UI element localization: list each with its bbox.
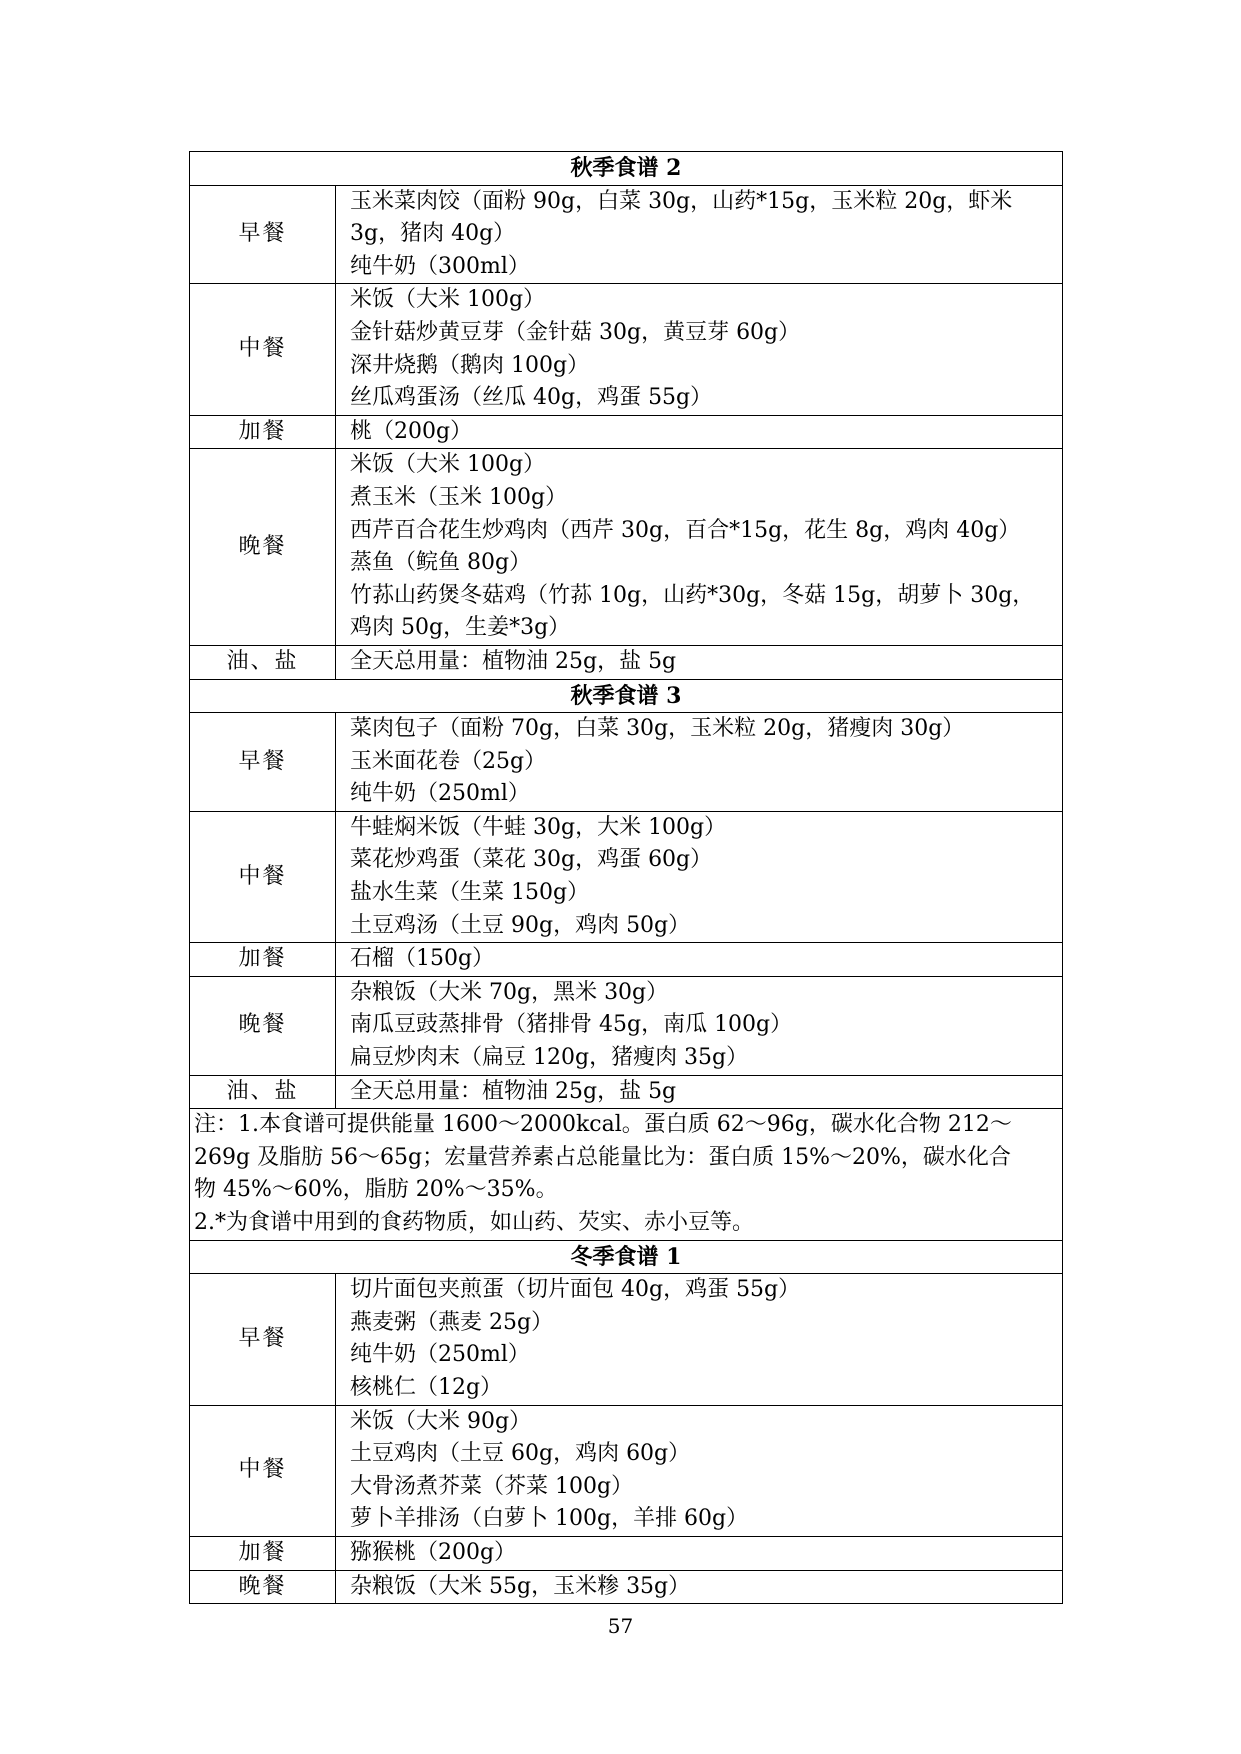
meal-row-oil-salt [190, 1075, 1063, 1109]
meal-label: 加餐 [190, 415, 336, 449]
meal-row-dinner [190, 1570, 1063, 1604]
item-line: 煮玉米（玉米 100g） [350, 484, 568, 510]
item-line: 石榴（150g） [350, 946, 495, 972]
item-line: 玉米面花卷（25g） [350, 748, 547, 774]
meal-label: 油、盐 [190, 1075, 336, 1109]
item-line: 西芹百合花生炒鸡肉（西芹 30g，百合*15g，花生 8g，鸡肉 40g） [350, 517, 1021, 543]
meal-row-oil-salt [190, 645, 1063, 679]
item-line: 桃（200g） [350, 418, 473, 444]
meal-label: 中餐 [190, 811, 336, 942]
meal-row-lunch [190, 811, 1063, 942]
note-line: 物 45%～60%，脂肪 20%～35%。 [194, 1177, 558, 1203]
meal-label: 中餐 [190, 1405, 336, 1536]
item-line: 全天总用量：植物油 25g，盐 5g [350, 1078, 677, 1104]
menu-table [189, 151, 1063, 1604]
item-line: 米饭（大米 100g） [350, 452, 546, 478]
meal-items [336, 1570, 1063, 1604]
meal-items [336, 1075, 1063, 1109]
meal-items [336, 185, 1063, 284]
item-line: 切片面包夹煎蛋（切片面包 40g，鸡蛋 55g） [350, 1277, 801, 1303]
meal-row-lunch [190, 1405, 1063, 1536]
page-number: 57 [607, 1614, 634, 1638]
item-line: 杂粮饭（大米 70g，黑米 30g） [350, 979, 669, 1005]
note-row [190, 1109, 1063, 1240]
note-line: 注：1.本食谱可提供能量 1600～2000kcal。蛋白质 62～96g，碳水化合物 212～ [194, 1112, 1012, 1138]
item-line: 核桃仁（12g） [350, 1374, 503, 1400]
item-line: 杂粮饭（大米 55g，玉米糁 35g） [350, 1573, 691, 1599]
item-line: 全天总用量：植物油 25g，盐 5g [350, 648, 677, 674]
meal-row-breakfast [190, 713, 1063, 812]
meal-items [336, 415, 1063, 449]
meal-row-breakfast [190, 185, 1063, 284]
meal-label: 晚餐 [190, 1570, 336, 1604]
item-line: 丝瓜鸡蛋汤（丝瓜 40g，鸡蛋 55g） [350, 385, 713, 411]
meal-items [336, 645, 1063, 679]
item-line: 燕麦粥（燕麦 25g） [350, 1309, 554, 1335]
item-line: 盐水生菜（生菜 150g） [350, 880, 590, 906]
item-line: 菜花炒鸡蛋（菜花 30g，鸡蛋 60g） [350, 847, 713, 873]
item-line: 蒸鱼（鲩鱼 80g） [350, 550, 532, 576]
note-line: 269g 及脂肪 56～65g；宏量营养素占总能量比为：蛋白质 15%～20%，碳水化合 [194, 1144, 1011, 1170]
section-header-row [190, 152, 1063, 186]
meal-items [336, 1536, 1063, 1570]
meal-items [336, 449, 1063, 646]
meal-row-snack [190, 943, 1063, 977]
meal-label: 加餐 [190, 1536, 336, 1570]
section-header-row [190, 679, 1063, 713]
item-line: 扁豆炒肉末（扁豆 120g，猪瘦肉 35g） [350, 1045, 749, 1071]
meal-row-dinner [190, 976, 1063, 1075]
meal-row-dinner [190, 449, 1063, 646]
meal-label: 中餐 [190, 284, 336, 415]
item-line: 鸡肉 50g，生姜*3g） [350, 615, 571, 641]
meal-label: 晚餐 [190, 449, 336, 646]
meal-row-snack [190, 415, 1063, 449]
item-line: 萝卜羊排汤（白萝卜 100g，羊排 60g） [350, 1506, 749, 1532]
item-line: 南瓜豆豉蒸排骨（猪排骨 45g，南瓜 100g） [350, 1012, 793, 1038]
item-line: 土豆鸡汤（土豆 90g，鸡肉 50g） [350, 912, 691, 938]
item-line: 纯牛奶（300ml） [350, 253, 530, 279]
meal-label: 早餐 [190, 185, 336, 284]
note-line: 2.*为食谱中用到的食药物质，如山药、芡实、赤小豆等。 [194, 1210, 754, 1235]
meal-items [336, 713, 1063, 812]
item-line: 土豆鸡肉（土豆 60g，鸡肉 60g） [350, 1441, 691, 1467]
meal-label: 早餐 [190, 1274, 336, 1405]
meal-items [336, 811, 1063, 942]
item-line: 纯牛奶（250ml） [350, 1342, 530, 1368]
item-line: 竹荪山药煲冬菇鸡（竹荪 10g，山药*30g，冬菇 15g，胡萝卜 30g， [350, 582, 1035, 608]
item-line: 米饭（大米 100g） [350, 287, 546, 313]
meal-label: 晚餐 [190, 976, 336, 1075]
item-line: 金针菇炒黄豆芽（金针菇 30g，黄豆芽 60g） [350, 319, 801, 345]
item-line: 深井烧鹅（鹅肉 100g） [350, 352, 590, 378]
item-line: 玉米菜肉饺（面粉 90g，白菜 30g，山药*15g，玉米粒 20g，虾米 [350, 188, 1013, 214]
meal-label: 早餐 [190, 713, 336, 812]
meal-row-snack [190, 1536, 1063, 1570]
meal-items [336, 1274, 1063, 1405]
item-line: 3g，猪肉 40g） [350, 221, 516, 247]
item-line: 牛蛙焖米饭（牛蛙 30g，大米 100g） [350, 814, 727, 840]
section-header-row [190, 1240, 1063, 1274]
meal-label: 油、盐 [190, 645, 336, 679]
section-title: 秋季食谱 2 [190, 152, 1063, 186]
item-line: 纯牛奶（250ml） [350, 781, 530, 807]
meal-items [336, 1405, 1063, 1536]
item-line: 菜肉包子（面粉 70g，白菜 30g，玉米粒 20g，猪瘦肉 30g） [350, 716, 965, 742]
meal-items [336, 284, 1063, 415]
meal-items [336, 943, 1063, 977]
item-line: 米饭（大米 90g） [350, 1408, 532, 1434]
note-cell [190, 1109, 1063, 1240]
meal-row-lunch [190, 284, 1063, 415]
meal-items [336, 976, 1063, 1075]
item-line: 猕猴桃（200g） [350, 1539, 517, 1565]
meal-label: 加餐 [190, 943, 336, 977]
meal-row-breakfast [190, 1274, 1063, 1405]
section-title: 冬季食谱 1 [190, 1240, 1063, 1274]
section-title: 秋季食谱 3 [190, 679, 1063, 713]
item-line: 大骨汤煮芥菜（芥菜 100g） [350, 1473, 634, 1499]
